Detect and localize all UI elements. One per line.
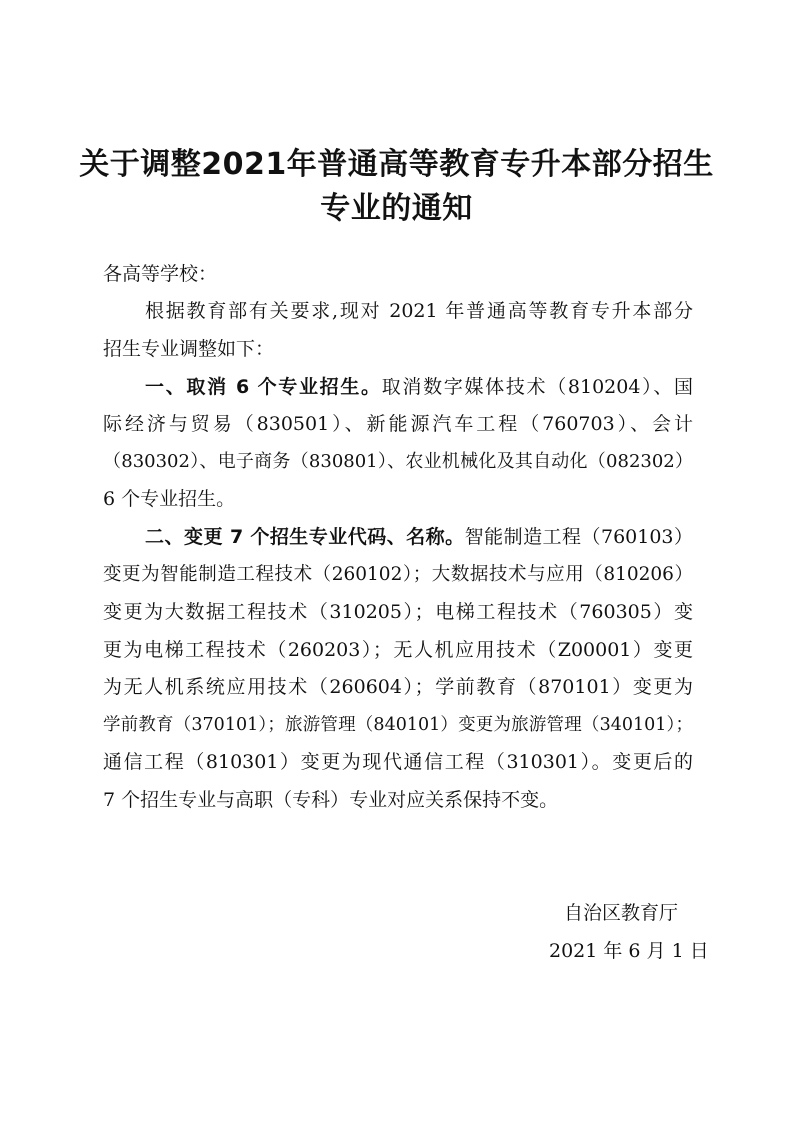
issue-date: 2021 年 6 月 1 日 (549, 940, 709, 962)
paragraph-2-line-1 (145, 374, 693, 400)
paragraph-2-line-3: （830302）、电子商务（830801）、农业机械化及其自动化（082302） (103, 451, 693, 472)
paragraph-3-heading: 二、变更 7 个招生专业代码、名称。 (145, 526, 465, 548)
paragraph-3-line-4: 更为电梯工程技术（260203）；无人机应用技术（Z00001）变更 (103, 639, 693, 661)
document-title-line-1: 关于调整2021年普通高等教育专升本部分招生 (79, 147, 714, 182)
document-title-line-2: 专业的通知 (320, 191, 473, 226)
paragraph-3-line-1 (145, 524, 693, 550)
paragraph-3-line-8: 7 个招生专业与高职（专科）专业对应关系保持不变。 (103, 789, 559, 811)
paragraph-2-line-2: 际经济与贸易（830501）、新能源汽车工程（760703）、会计 (103, 413, 693, 435)
paragraph-3-line-2: 变更为智能制造工程技术（260102）；大数据技术与应用（810206） (103, 564, 693, 585)
paragraph-3-line-5: 为无人机系统应用技术（260604）；学前教育（870101）变更为 (103, 676, 693, 698)
paragraph-3-line-1-text: 智能制造工程（760103） (464, 526, 694, 548)
paragraph-2-line-4: 6 个专业招生。 (103, 488, 236, 510)
paragraph-1-line-1: 根据教育部有关要求,现对 2021 年普通高等教育专升本部分 (145, 300, 693, 322)
paragraph-1-line-2: 招生专业调整如下： (103, 338, 275, 360)
issuer-name: 自治区教育厅 (564, 902, 679, 924)
paragraph-3-line-3: 变更为大数据工程技术（310205）；电梯工程技术（760305）变 (103, 601, 693, 623)
paragraph-3-line-7: 通信工程（810301）变更为现代通信工程（310301）。变更后的 (103, 751, 693, 773)
paragraph-3-line-6: 学前教育（370101）；旅游管理（840101）变更为旅游管理（340101）； (103, 715, 693, 735)
paragraph-2-heading: 一、取消 6 个专业招生。 (145, 376, 382, 398)
salutation: 各高等学校： (103, 263, 218, 285)
paragraph-2-line-1-text: 取消数字媒体技术（810204）、国 (381, 376, 694, 398)
